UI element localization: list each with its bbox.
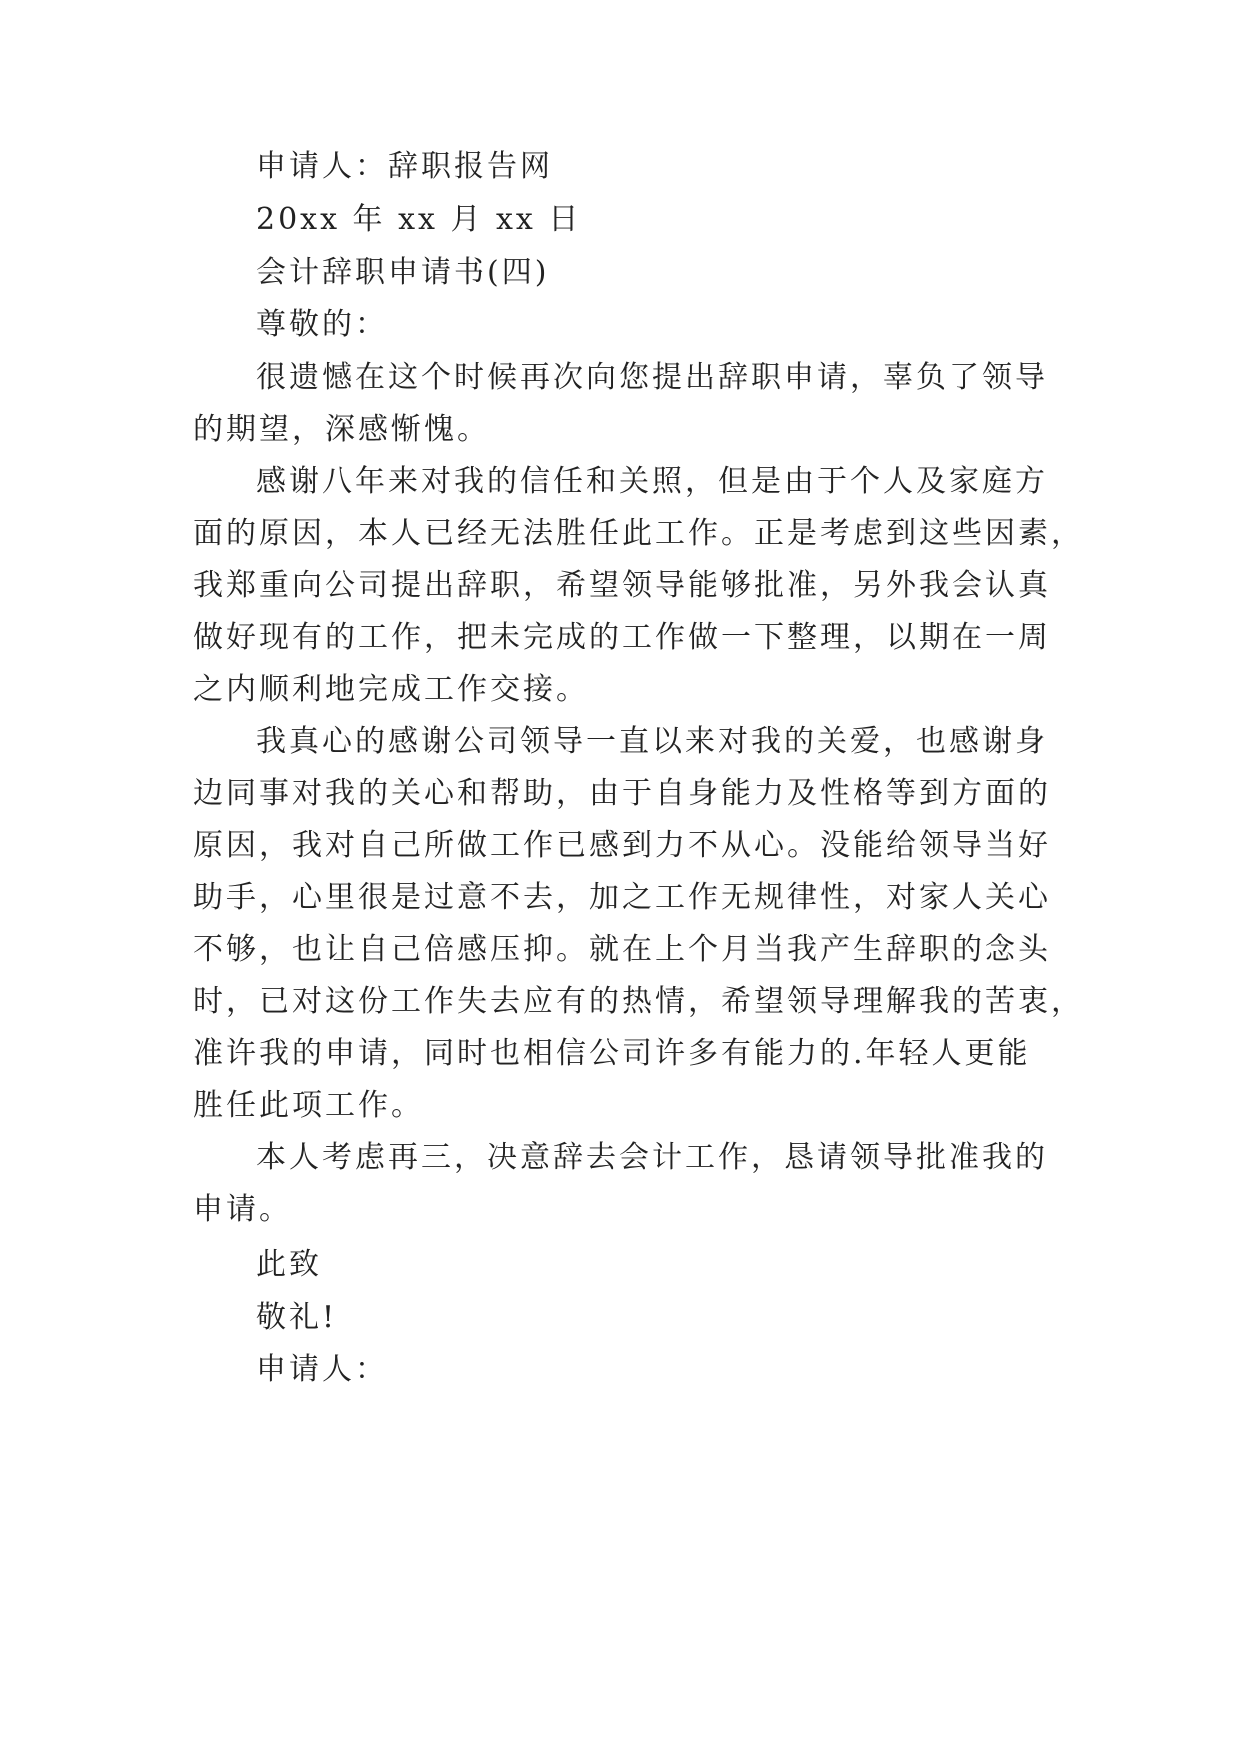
body-line: 的期望，深感惭愧。 [193,412,490,447]
body-line: 我郑重向公司提出辞职，希望领导能够批准，另外我会认真 [193,568,1051,603]
top-signature: 申请人：辞职报告网 [256,149,553,184]
body-line: 准许我的申请，同时也相信公司许多有能力的.年轻人更能 [193,1036,1031,1071]
body-line: 时，已对这份工作失去应有的热情，希望领导理解我的苦衷， [193,984,1084,1019]
body-line: 胜任此项工作。 [193,1088,424,1123]
body-line: 面的原因，本人已经无法胜任此工作。正是考虑到这些因素， [193,516,1084,551]
body-line: 之内顺利地完成工作交接。 [193,672,589,707]
top-date: 20xx 年 xx 月 xx 日 [256,202,582,237]
body-line: 做好现有的工作，把未完成的工作做一下整理，以期在一周 [193,620,1051,655]
body-line: 申请。 [193,1192,292,1227]
body-line: 感谢八年来对我的信任和关照，但是由于个人及家庭方 [256,464,1048,499]
document-title: 会计辞职申请书(四) [256,255,550,290]
body-line: 本人考虑再三，决意辞去会计工作，恳请领导批准我的 [256,1140,1048,1175]
body-line: 很遗憾在这个时候再次向您提出辞职申请，辜负了领导 [256,360,1048,395]
body-line: 我真心的感谢公司领导一直以来对我的关爱，也感谢身 [256,724,1048,759]
body-line: 边同事对我的关心和帮助，由于自身能力及性格等到方面的 [193,776,1051,811]
salutation: 尊敬的： [256,307,388,342]
body-line: 原因，我对自己所做工作已感到力不从心。没能给领导当好 [193,828,1051,863]
body-line: 不够，也让自己倍感压抑。就在上个月当我产生辞职的念头 [193,932,1051,967]
body-line: 助手，心里很是过意不去，加之工作无规律性，对家人关心 [193,880,1051,915]
closing-line: 此致 [256,1247,322,1282]
closing-greeting: 敬礼! [256,1300,338,1335]
bottom-signature: 申请人： [256,1352,388,1387]
